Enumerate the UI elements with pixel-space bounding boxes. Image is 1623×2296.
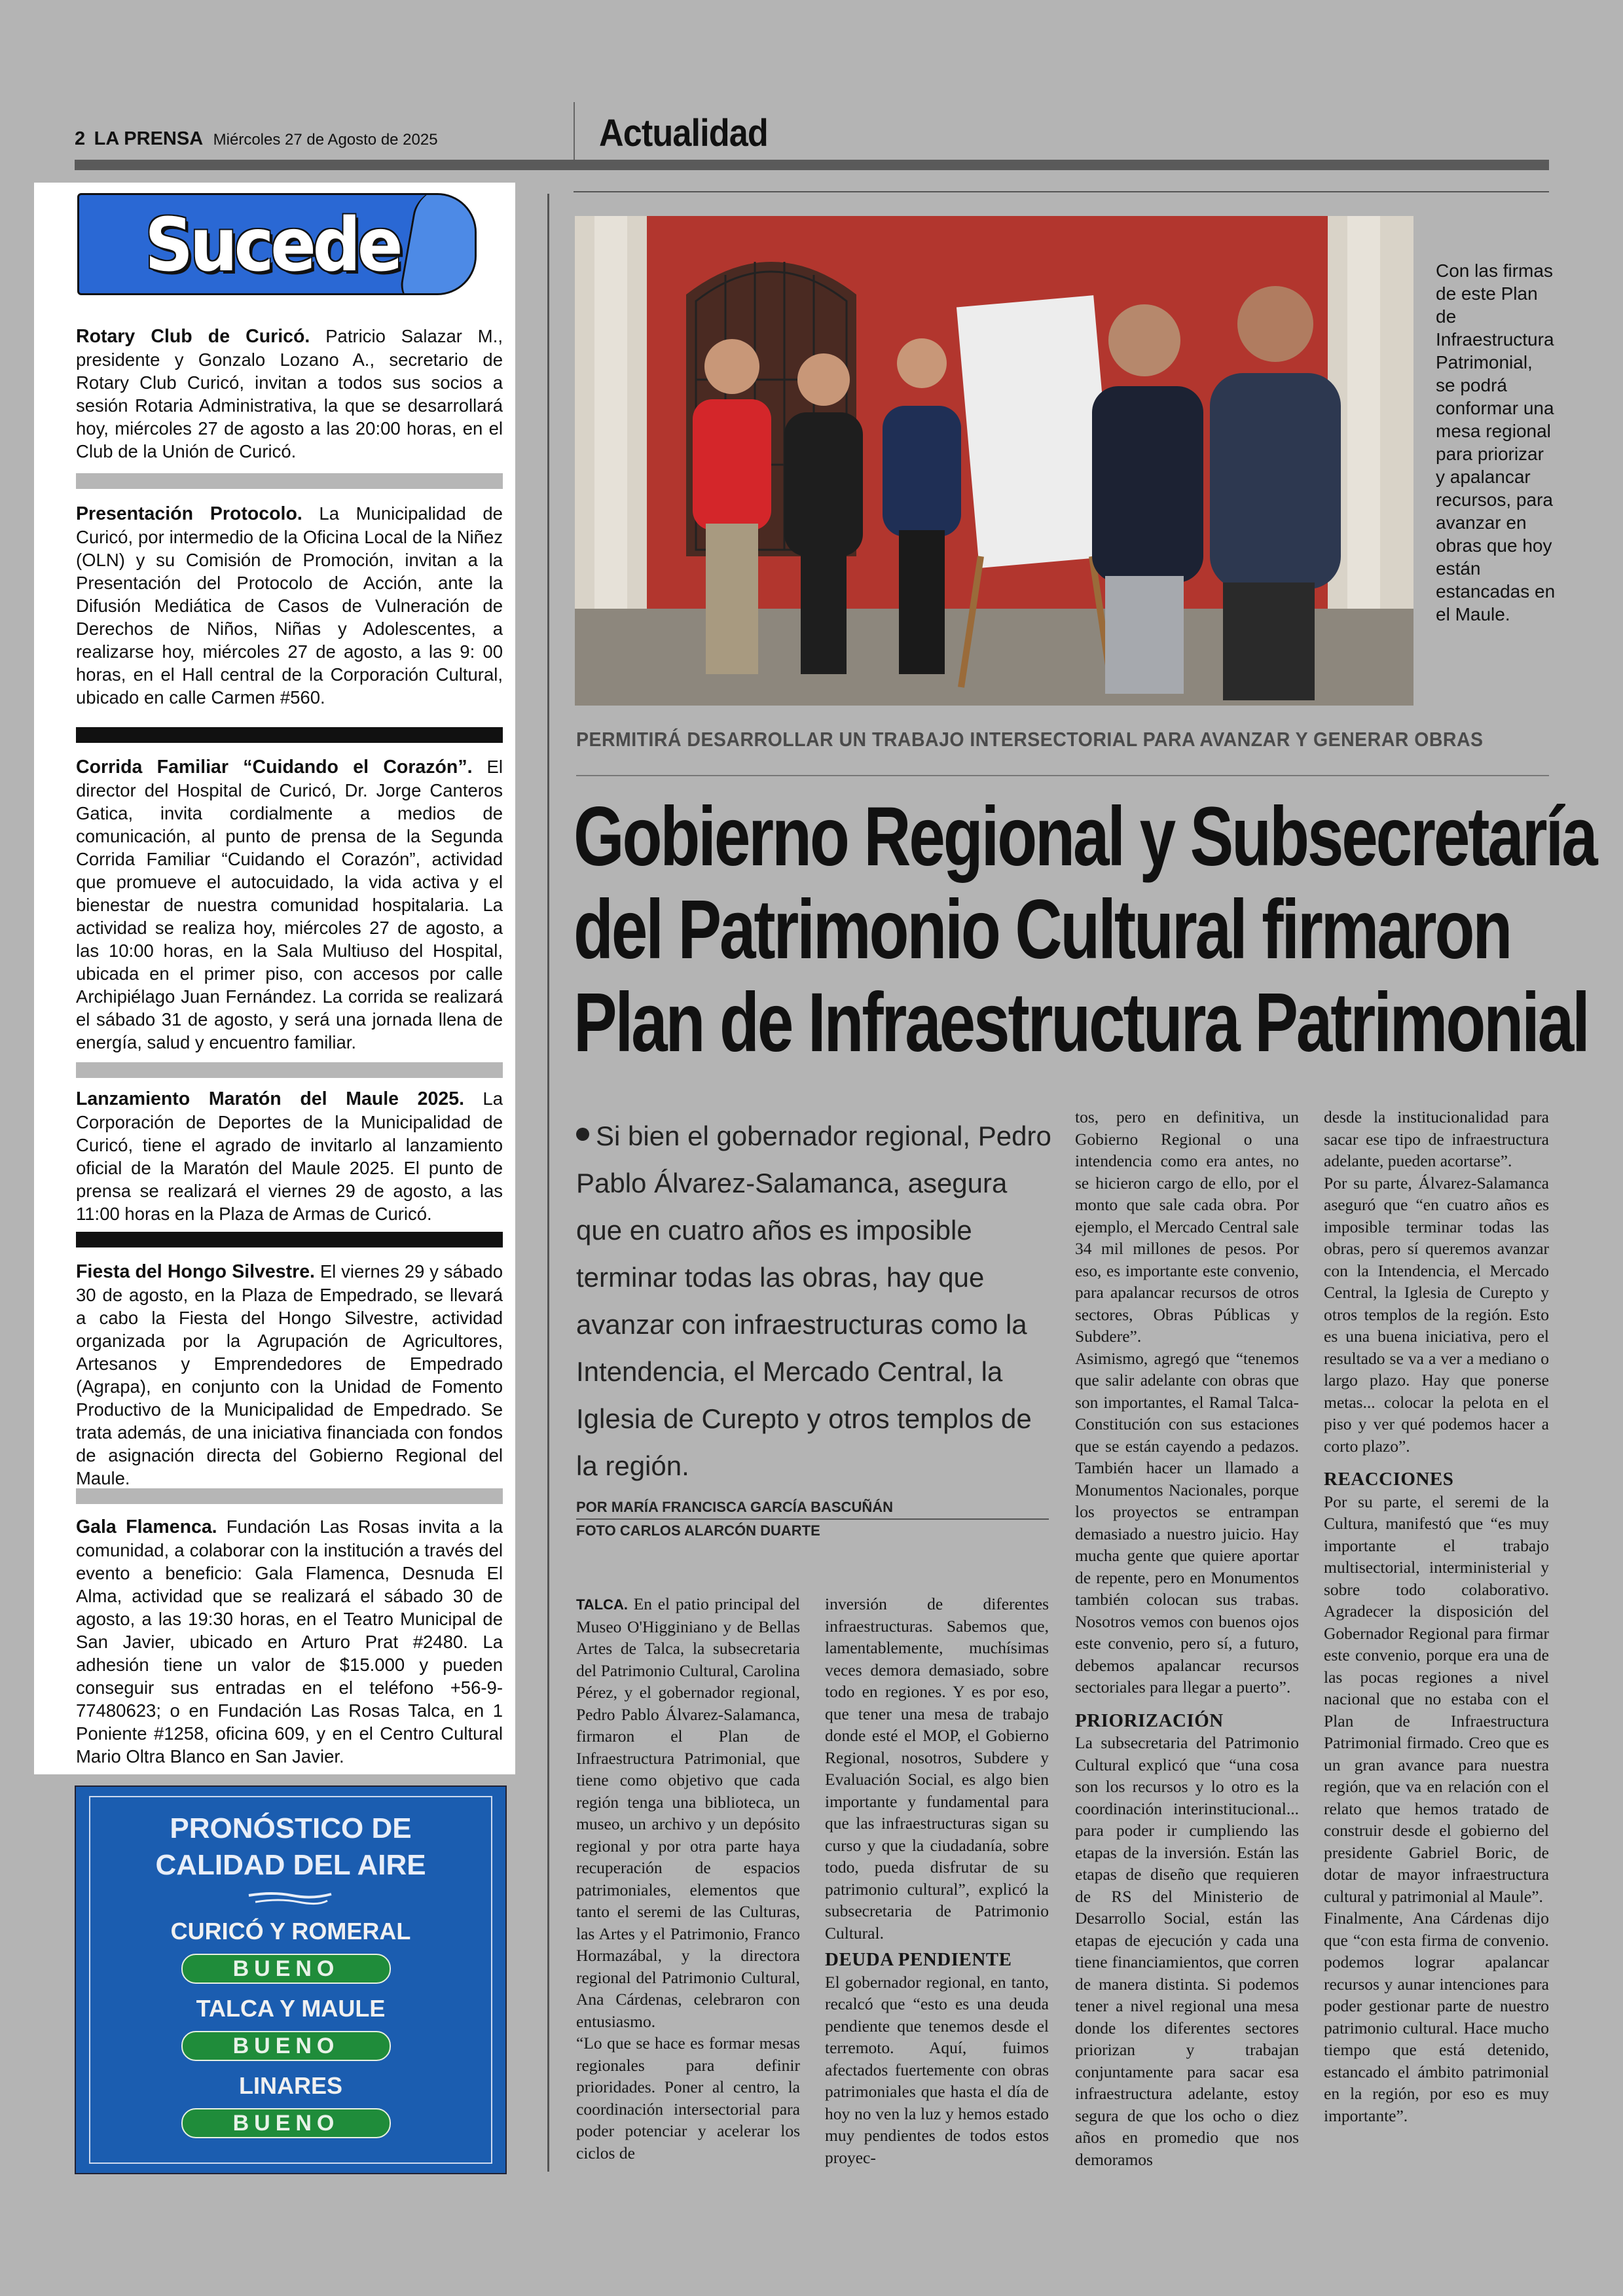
column-rule: [547, 194, 549, 2172]
body-text: Finalmente, Ana Cárdenas dijo que “con esta firma de convenio. podemos lograr apalancar recursos y aunar intenciones para poder gestionar parte de nuestro patrimonio cultural. Hace mucho tiempo que está detenido, estancado el ámbito patrimonial en la región, por eso es muy importante”.: [1324, 1909, 1549, 2125]
article-column-3: [1075, 1106, 1299, 2170]
subheading: PRIORIZACIÓN: [1075, 1710, 1224, 1731]
event-body: La Corporación de Deportes de la Municipalidad de Curicó, tiene el agrado de invitarlo al lanzamiento oficial de la Maratón del Maule 2025. El punto de prensa se realizará el viernes 29 de agosto, a las 11:00 horas en la Plaza de Armas de Curicó.: [76, 1088, 503, 1224]
event-item: [76, 1515, 503, 1768]
event-item: [76, 502, 503, 709]
air-quality-title: [76, 1810, 505, 1884]
zone-name: TALCA Y MAULE: [196, 1995, 386, 2022]
body-text: Por su parte, el seremi de la Cultura, manifestó que “es muy importante el trabajo multisectorial, interministerial y sobre todo colaborativo. Agradecer la disposición del Gobernador Regional para firmar este convenio, porque era una de las pocas regiones a nivel nacional que no estaba con el Plan de Infraestructura Patrimonial firmado. Creo que es un gran avance para nuestra región, que va en relación con el relato que hemos tratado de construir desde el gobierno del presidente Gabriel Boric, de dotar de mayor infraestructura cultural y patrimonial al Maule”.: [1324, 1492, 1549, 1906]
event-body: El viernes 29 y sábado 30 de agosto, en la Plaza de Empedrado, se llevará a cabo la Fiesta del Hongo Silvestre, actividad organizada por la Agrupación de Agricultores, Artesanos y Emprendedores de Empedrado (Agrapa), en conjunto con la Unidad de Fomento Productivo de la Municipalidad de Empedrado. Se trata además, de una iniciativa financiada con fondos de asignación directa del Gobierno Regional del Maule.: [76, 1261, 503, 1488]
folio: [75, 128, 438, 150]
article-lead: [576, 1113, 1054, 1490]
article-column-2: [825, 1593, 1049, 2168]
event-body: El director del Hospital de Curicó, Dr. Jorge Canteros Gatica, invita cordialmente a medios de comunicación, al punto de prensa de la Segunda Corrida Familiar “Cuidando el Corazón”, actividad que promueve el autocuidado, la vida activa y el bienestar de nuestra comunidad hospitalaria. La actividad se realiza hoy, miércoles 27 de agosto, a las 10:00 horas, en la Sala Multiuso del Hospital, ubicada en el primer piso, con accesos por calle Archipiélago Juan Fernández. La corrida se realizará el sábado 31 de agosto, y será una jornada llena de energía, salud y encuentro familiar.: [76, 757, 503, 1052]
article-photo: [575, 216, 1413, 706]
body-text: En el patio principal del Museo O'Higginiano y de Bellas Artes de Talca, la subsecretaria del Patrimonio Cultural, Carolina Pérez, y el gobernador regional, Pedro Pablo Álvarez-Salamanca, firmaron el Plan de Infraestructura Patrimonial, que tiene como objetivo que cada región tenga una biblioteca, un museo, un archivo y un depósito regional y por otra parte haya recuperación de espacios patrimoniales, elementos que tanto el seremi de las Culturas, las Artes y el Patrimonio, Franco Hormazábal, y la directora regional del Patrimonio Cultural, Ana Cárdenas, celebraron con entusiasmo.: [576, 1594, 800, 2031]
event-body: Patricio Salazar M., presidente y Gonzalo Lozano A., secretario de Rotary Club Curicó, invitan a todos sus socios a sesión Rotaria Administrativa, la que se desarrollará hoy, miércoles 27 de agosto a las 20:00 horas, en el Club de la Unión de Curicó.: [76, 326, 503, 461]
issue-date: Miércoles 27 de Agosto de 2025: [213, 131, 438, 149]
air-quality-box: [75, 1785, 507, 2174]
newspaper-name: LA PRENSA: [94, 128, 204, 149]
page-number: 2: [75, 128, 86, 149]
photo-caption: Con las firmas de este Plan de Infraestructura Patrimonial, se podrá conformar una mesa regional para priorizar y apalancar recursos, para avanzar en obras que hoy están estancadas en el Maule.: [1436, 260, 1556, 624]
header-divider: [574, 102, 575, 165]
event-title: Corrida Familiar “Cuidando el Corazón”.: [76, 757, 473, 778]
wind-swash-icon: [246, 1890, 334, 1906]
body-text: Asimismo, agregó que “tenemos que salir adelante con obras que son importantes, el Ramal Talca-Constitución con sus estaciones que se están cayendo a pedazos. También hacer un llamado a Monumentos Nacionales, porque los proyectos se entrampan demasiado a nuestro juicio. Hay mucha gente que quiere aportar de repente, pero en Monumentos también colocan sus trabas. Nosotros vemos con buenos ojos este convenio, pero sí, a futuro, debemos apalancar recursos sectoriales para llegar a puerto”.: [1075, 1348, 1299, 1696]
event-title: Rotary Club de Curicó.: [76, 326, 310, 347]
separator: [76, 473, 503, 489]
zone-status-badge: BUENO: [181, 2108, 391, 2138]
zone-name: CURICÓ Y ROMERAL: [170, 1918, 411, 1945]
body-text: desde la institucionalidad para sacar ese tipo de infraestructura adelante, pueden acortarse”.: [1324, 1107, 1549, 1170]
separator: [76, 1232, 503, 1247]
event-item: [76, 1087, 503, 1225]
section-title: Actualidad: [599, 112, 768, 154]
event-body: La Municipalidad de Curicó, por intermedio de la Oficina Local de la Niñez (OLN) y su Comisión de Promoción, invitan a la Presentación del Protocolo de Acción, ante la Difusión Mediática de Casos de Vulneración de Derechos de Niños, Niñas y Adolescentes, a realizarse hoy, miércoles 27 de agosto, a las 9: 00 horas, en el Hall central de la Corporación Cultural, ubicado en calle Carmen #560.: [76, 503, 503, 708]
headline-line: del Patrimonio Cultural firmaron: [574, 883, 1511, 977]
sucede-title: Sucede: [145, 203, 400, 288]
event-title: Lanzamiento Maratón del Maule 2025.: [76, 1088, 465, 1109]
page-curl-decoration: [397, 193, 477, 295]
body-text: tos, pero en definitiva, un Gobierno Regional o una intendencia como era antes, no se hicieron cargo de ello, por el monto que sale cada obra. Por ejemplo, el Mercado Central sale 34 mil millones de pesos. Por eso, es importante este convenio, para apalancar recursos de otros sectores, Obras Públicas y Subdere”.: [1075, 1107, 1299, 1346]
lead-text: Si bien el gobernador regional, Pedro Pablo Álvarez-Salamanca, asegura que en cuatro años es imposible terminar todas las obras, hay que avanzar con infraestructuras como la Intendencia, el Mercado Central, la Iglesia de Curepto y otros templos de la región.: [576, 1121, 1051, 1481]
zone-status-badge: BUENO: [181, 1954, 391, 1984]
headline-line: Plan de Infraestructura Patrimonial: [574, 976, 1588, 1069]
subheading: REACCIONES: [1324, 1469, 1454, 1490]
body-text: “Lo que se hace es formar mesas regionales para definir prioridades. Poner al centro, la coordinación intersectorial para poder potenciar y acelerar los ciclos de: [576, 2034, 800, 2162]
body-text: inversión de diferentes infraestructuras. Sabemos que, lamentablemente, muchísimas veces demora demasiado, sobre todo en regiones. Y es por eso, que tener una mesa de trabajo donde esté el MOP, el Gobierno Regional, nosotros, Subdere y Evaluación Social, es algo bien importante y fundamental para que las infraestructuras sigan su curso y que la ciudadanía, sobre todo, pueda disfrutar de su patrimonio cultural”, explicó la subsecretaria de Patrimonio Cultural.: [825, 1594, 1049, 1943]
header-rule: [75, 160, 1549, 170]
separator: [76, 1488, 503, 1504]
sucede-banner: [77, 193, 477, 295]
kicker-rule: [576, 775, 1549, 776]
author-credit: POR MARÍA FRANCISCA GARCÍA BASCUÑÁN: [576, 1496, 1049, 1520]
event-title: Presentación Protocolo.: [76, 503, 302, 524]
event-body: Fundación Las Rosas invita a la comunidad, a colaborar con la institución a través del evento a beneficio: Gala Flamenca, Desnuda El Alma, actividad que se realizará el sábado 30 de agosto, a las 19:30 horas, en el Teatro Municipal de San Javier, ubicado en Arturo Prat #2480. La adhesión tiene un valor de $15.000 y pueden conseguir sus entradas en el teléfono +56-9-77480623; o en Fundación Las Rosas Talca, en 1 Poniente #1258, oficina 609, y en el Centro Cultural Mario Oltra Blanco en San Javier.: [76, 1516, 503, 1767]
event-item: [76, 755, 503, 1054]
sucede-column: [34, 183, 515, 1774]
subheading: DEUDA PENDIENTE: [825, 1949, 1012, 1970]
zone-name: LINARES: [238, 2072, 342, 2099]
body-text: Por su parte, Álvarez-Salamanca aseguró que “en cuatro años es imposible terminar todas las obras, pero sí queremos avanzar con la Intendencia, el Mercado Central, la Iglesia de Curepto y otros templos de la región. Esto es una buena iniciativa, pero el resultado se va a ver a mediano o largo plazo. Hay que ponerse metas... colocar la pelota en el piso y ver qué podemos hacer a corto plazo”.: [1324, 1173, 1549, 1456]
dateline: TALCA.: [576, 1596, 629, 1613]
separator: [76, 727, 503, 743]
photo-credit: FOTO CARLOS ALARCÓN DUARTE: [576, 1522, 820, 1539]
article-column-1: [576, 1593, 800, 2164]
bullet-icon: [576, 1128, 589, 1141]
headline-line: Gobierno Regional y Subsecretaría: [574, 790, 1596, 884]
article-column-4: [1324, 1106, 1549, 2126]
event-title: Fiesta del Hongo Silvestre.: [76, 1261, 315, 1282]
page-header: [75, 98, 1549, 170]
event-title: Gala Flamenca.: [76, 1516, 217, 1537]
zone-status-badge: BUENO: [181, 2031, 391, 2061]
event-item: [76, 1260, 503, 1490]
header-thin-rule: [574, 191, 1549, 192]
air-quality-title-line: CALIDAD DEL AIRE: [155, 1849, 426, 1881]
article-kicker: PERMITIRÁ DESARROLLAR UN TRABAJO INTERSECTORIAL PARA AVANZAR Y GENERAR OBRAS: [576, 728, 1484, 751]
article-headline: [574, 790, 1596, 1069]
body-text: El gobernador regional, en tanto, recalcó que “esto es una deuda pendiente que tenemos desde el terremoto. Aquí, fuimos afectados fuertemente con obras patrimoniales que hasta el día de hoy no ven la luz y hemos estado muy pendientes de todos estos proyec-: [825, 1972, 1049, 2167]
air-quality-title-line: PRONÓSTICO DE: [170, 1812, 412, 1844]
article-byline: [576, 1496, 1049, 1542]
body-text: La subsecretaria del Patrimonio Cultural explicó que “una cosa son los recursos y lo otro es la coordinación interinstitucional... para poder ir cumpliendo las etapas de la inversión. Están las etapas de diseño que requieren de RS del Ministerio de Desarrollo Social, están las etapas de ejecución y cada una tiene financiamientos, que corren de manera distinta. Si podemos tener a nivel regional una mesa donde los diferentes sectores priorizan y trabajan conjuntamente para sacar esa infraestructura adelante, estoy segura de que los ocho o diez años en promedio que nos demoramos: [1075, 1733, 1299, 2169]
event-item: [76, 325, 503, 463]
separator: [76, 1062, 503, 1078]
